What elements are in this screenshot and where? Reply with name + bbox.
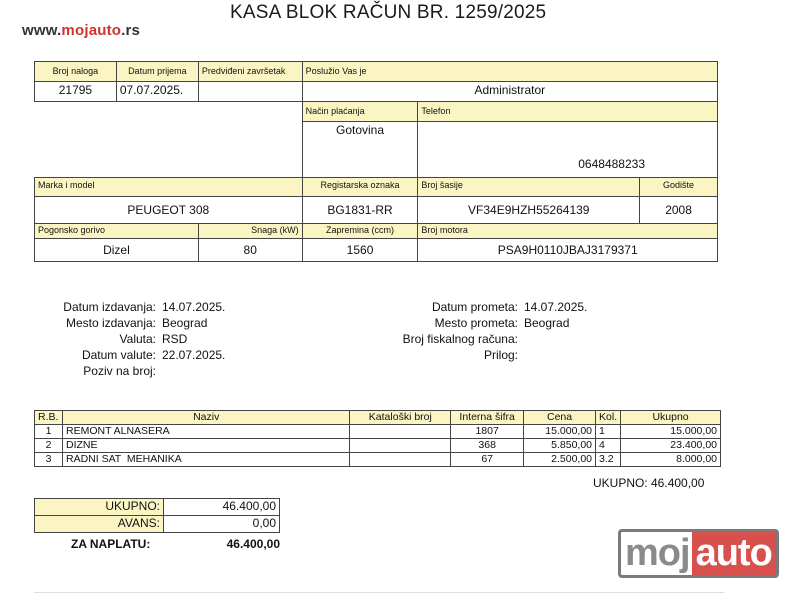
payment-label: Način plaćanja [302,102,418,122]
cell-price: 15.000,00 [524,425,596,439]
cell-internal: 1807 [451,425,524,439]
reference-label: Poziv na broj: [83,364,156,378]
fiscal-no-label: Broj fiskalnog računa: [402,332,518,346]
currency-value: RSD [162,332,188,346]
received-date-value: 07.07.2025. [116,82,198,102]
cell-catalog [350,425,451,439]
value-date-value: 22.07.2025. [162,348,226,362]
power-value: 80 [198,239,302,262]
issue-info-right [380,299,587,363]
make-model-label: Marka i model [35,178,303,197]
cell-qty: 1 [596,425,621,439]
phone-value: 0648488233 [418,122,718,178]
blank-area [35,102,303,178]
issue-info-left [36,299,225,379]
served-by-value: Administrator [302,82,717,102]
reference-value [156,363,162,379]
reg-value: BG1831-RR [302,197,418,224]
cell-total: 23.400,00 [621,439,721,453]
col-header-catalog: Kataloški broj [350,411,451,425]
currency-label: Valuta: [119,332,156,346]
phone-label: Telefon [418,102,718,122]
received-date-label: Datum prijema [116,62,198,82]
cell-rb: 1 [35,425,63,439]
reg-label: Registarska oznaka [302,178,418,197]
year-value: 2008 [640,197,718,224]
amount-due-label: ZA NAPLATU: [71,537,151,551]
fuel-value: Dizel [35,239,199,262]
advance-label: AVANS: [35,516,164,533]
bottom-divider [34,592,724,593]
amount-due-value: 46.400,00 [226,537,280,551]
cell-name: DIZNE [62,439,349,453]
cell-rb: 2 [35,439,63,453]
vin-label: Broj šasije [418,178,640,197]
cell-rb: 3 [35,453,63,467]
attachment-label: Prilog: [483,348,518,362]
cell-name: REMONT ALNASERA [62,425,349,439]
order-no-value: 21795 [35,82,117,102]
mojauto-watermark-logo [618,529,779,578]
document-title: KASA BLOK RAČUN BR. 1259/2025 [230,2,547,23]
col-header-qty: Kol. [596,411,621,425]
cell-total: 8.000,00 [621,453,721,467]
total-value: 46.400,00 [164,499,280,516]
cell-total: 15.000,00 [621,425,721,439]
issue-place-value: Beograd [162,316,208,330]
turnover-date-label: Datum prometa: [431,300,518,314]
cell-qty: 4 [596,439,621,453]
table-row [35,439,721,453]
fiscal-no-value [518,331,524,347]
col-header-price: Cena [524,411,596,425]
amount-due [34,537,280,551]
table-row [35,453,721,467]
issue-date-value: 14.07.2025. [162,300,226,314]
site-url-brand: mojauto [61,22,122,39]
items-table [34,410,721,467]
cell-name: RADNI SAT MEHANIKA [62,453,349,467]
logo-part-2: auto [692,532,776,575]
issue-place-label: Mesto izdavanja: [65,316,156,330]
vin-value: VF34E9HZH55264139 [418,197,640,224]
cell-price: 2.500,00 [524,453,596,467]
served-by-label: Poslužio Vas je [302,62,717,82]
site-url[interactable] [22,22,140,39]
volume-value: 1560 [302,239,418,262]
engine-value: PSA9H0110JBAJ3179371 [418,239,718,262]
engine-label: Broj motora [418,224,718,239]
turnover-place-value: Beograd [524,316,570,330]
col-header-name: Naziv [62,411,349,425]
year-label: Godište [640,178,718,197]
col-header-rb: R.B. [35,411,63,425]
cell-internal: 67 [451,453,524,467]
fuel-label: Pogonsko gorivo [35,224,199,239]
power-label: Snaga (kW) [198,224,302,239]
items-total-line: UKUPNO: 46.400,00 [593,476,705,490]
issue-date-label: Datum izdavanja: [63,300,156,314]
advance-value: 0,00 [164,516,280,533]
items-header-row [35,411,721,425]
order-no-label: Broj naloga [35,62,117,82]
volume-label: Zapremina (ccm) [302,224,418,239]
turnover-place-label: Mesto prometa: [434,316,518,330]
table-row [35,425,721,439]
cell-qty: 3.2 [596,453,621,467]
cell-internal: 368 [451,439,524,453]
cell-price: 5.850,00 [524,439,596,453]
logo-part-1: moj [625,532,690,574]
make-model-value: PEUGEOT 308 [35,197,303,224]
col-header-internal: Interna šifra [451,411,524,425]
planned-end-value [198,82,302,102]
col-header-total: Ukupno [621,411,721,425]
cell-catalog [350,453,451,467]
order-vehicle-table [34,61,718,262]
site-url-prefix: www. [22,22,62,39]
cell-catalog [350,439,451,453]
value-date-label: Datum valute: [81,348,156,362]
total-label: UKUPNO: [35,499,164,516]
turnover-date-value: 14.07.2025. [524,300,588,314]
planned-end-label: Predviđeni završetak [198,62,302,82]
totals-table [34,498,280,533]
attachment-value [518,347,524,363]
payment-value: Gotovina [302,122,418,178]
site-url-suffix: .rs [121,22,141,39]
